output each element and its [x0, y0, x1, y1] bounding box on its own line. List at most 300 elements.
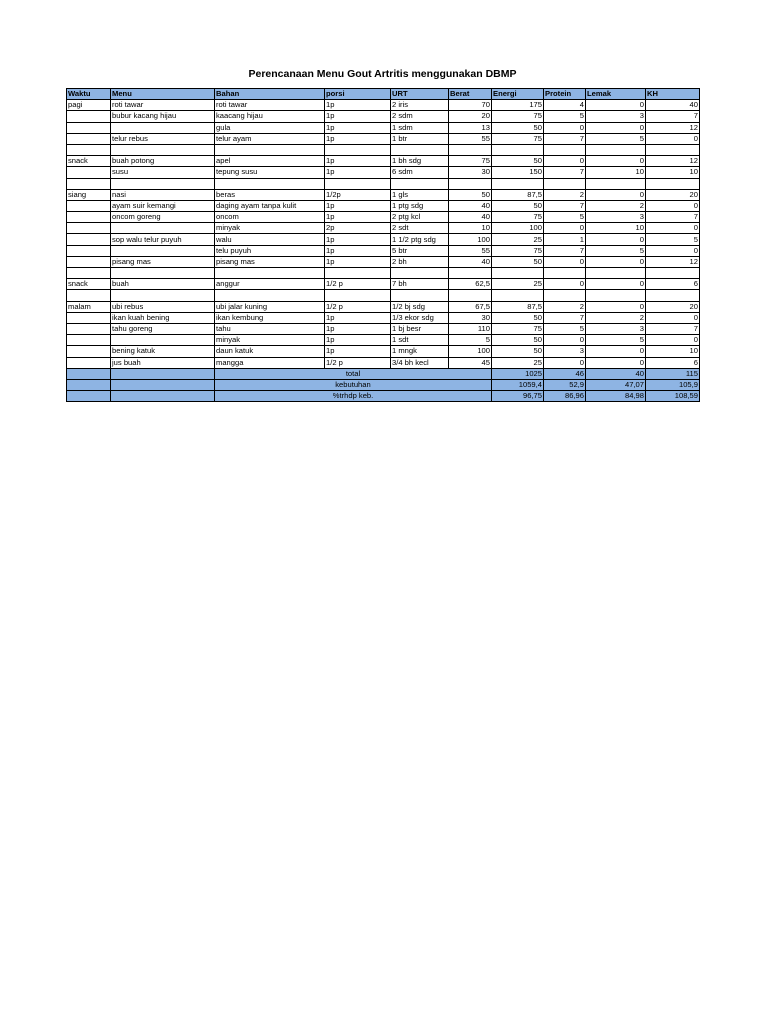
table-cell: jus buah: [111, 357, 215, 368]
table-cell: [67, 144, 111, 155]
table-cell: beras: [215, 189, 325, 200]
table-cell: [325, 290, 391, 301]
summary-value: 115: [646, 368, 700, 379]
table-cell: nasi: [111, 189, 215, 200]
table-cell: 1p: [325, 100, 391, 111]
table-cell: [111, 245, 215, 256]
column-header: Bahan: [215, 89, 325, 100]
table-cell: [391, 144, 449, 155]
table-cell: 75: [492, 245, 544, 256]
column-header: Protein: [544, 89, 586, 100]
table-cell: 5: [544, 212, 586, 223]
table-cell: 0: [646, 200, 700, 211]
table-cell: 40: [449, 212, 492, 223]
table-row: [67, 212, 700, 223]
table-cell: [111, 144, 215, 155]
summary-value: 86,96: [544, 391, 586, 402]
table-cell: tepung susu: [215, 167, 325, 178]
summary-blank-cell: [111, 379, 215, 390]
table-cell: 3: [586, 212, 646, 223]
table-cell: 7 bh: [391, 279, 449, 290]
table-cell: 50: [492, 122, 544, 133]
table-cell: [67, 312, 111, 323]
table-cell: tahu goreng: [111, 323, 215, 334]
table-cell: 75: [449, 156, 492, 167]
table-row: [67, 301, 700, 312]
summary-value: 1059,4: [492, 379, 544, 390]
table-row: [67, 346, 700, 357]
table-cell: 7: [544, 200, 586, 211]
table-cell: 0: [646, 312, 700, 323]
table-cell: [449, 178, 492, 189]
table-cell: [646, 290, 700, 301]
table-cell: 0: [544, 122, 586, 133]
table-cell: [646, 144, 700, 155]
table-cell: [67, 323, 111, 334]
table-cell: roti tawar: [111, 100, 215, 111]
table-row: [67, 357, 700, 368]
table-cell: 7: [646, 323, 700, 334]
table-cell: ubi rebus: [111, 301, 215, 312]
table-cell: mangga: [215, 357, 325, 368]
table-cell: 7: [544, 245, 586, 256]
table-cell: 1p: [325, 323, 391, 334]
table-cell: [67, 133, 111, 144]
table-cell: 25: [492, 234, 544, 245]
summary-row: [67, 379, 700, 390]
table-cell: 2 sdt: [391, 223, 449, 234]
table-cell: [67, 200, 111, 211]
table-cell: 1 1/2 ptg sdg: [391, 234, 449, 245]
table-cell: [325, 144, 391, 155]
summary-value: 40: [586, 368, 646, 379]
table-cell: 0: [646, 133, 700, 144]
table-cell: 0: [544, 223, 586, 234]
table-cell: daun katuk: [215, 346, 325, 357]
table-cell: apel: [215, 156, 325, 167]
table-cell: [544, 144, 586, 155]
menu-planning-table: [66, 88, 700, 402]
table-row: [67, 323, 700, 334]
table-cell: malam: [67, 301, 111, 312]
table-cell: buah: [111, 279, 215, 290]
table-cell: tahu: [215, 323, 325, 334]
table-cell: [325, 268, 391, 279]
summary-value: 96,75: [492, 391, 544, 402]
table-cell: 100: [449, 234, 492, 245]
table-cell: 0: [544, 357, 586, 368]
table-row: [67, 178, 700, 189]
table-cell: 40: [646, 100, 700, 111]
column-header: Waktu: [67, 89, 111, 100]
table-cell: 3: [586, 323, 646, 334]
summary-value: 1025: [492, 368, 544, 379]
table-cell: 20: [646, 301, 700, 312]
table-cell: [215, 144, 325, 155]
table-cell: roti tawar: [215, 100, 325, 111]
table-cell: telur ayam: [215, 133, 325, 144]
table-cell: 1: [544, 234, 586, 245]
table-row: [67, 290, 700, 301]
table-cell: [544, 290, 586, 301]
summary-value: 84,98: [586, 391, 646, 402]
summary-blank-cell: [67, 368, 111, 379]
table-cell: 40: [449, 200, 492, 211]
table-cell: 0: [586, 156, 646, 167]
table-cell: daging ayam tanpa kulit: [215, 200, 325, 211]
table-cell: 10: [449, 223, 492, 234]
table-cell: [215, 178, 325, 189]
table-cell: 100: [449, 346, 492, 357]
table-row: [67, 122, 700, 133]
table-cell: 110: [449, 323, 492, 334]
table-cell: [67, 268, 111, 279]
table-cell: 0: [586, 100, 646, 111]
table-cell: 25: [492, 279, 544, 290]
table-cell: 1/2 p: [325, 357, 391, 368]
table-row: [67, 133, 700, 144]
table-cell: 1p: [325, 346, 391, 357]
table-cell: 0: [586, 346, 646, 357]
table-cell: 50: [492, 335, 544, 346]
table-row: [67, 279, 700, 290]
table-row: [67, 144, 700, 155]
column-header: URT: [391, 89, 449, 100]
table-cell: 4: [544, 100, 586, 111]
table-cell: 45: [449, 357, 492, 368]
table-cell: pagi: [67, 100, 111, 111]
table-cell: 6: [646, 357, 700, 368]
table-cell: 1p: [325, 256, 391, 267]
summary-blank-cell: [67, 379, 111, 390]
table-row: [67, 189, 700, 200]
table-cell: [67, 335, 111, 346]
table-cell: [67, 346, 111, 357]
table-cell: [646, 178, 700, 189]
table-cell: 75: [492, 133, 544, 144]
summary-label: kebutuhan: [215, 379, 492, 390]
table-row: [67, 312, 700, 323]
table-cell: 7: [646, 111, 700, 122]
table-cell: 67,5: [449, 301, 492, 312]
summary-blank-cell: [111, 391, 215, 402]
table-cell: telur rebus: [111, 133, 215, 144]
table-cell: telu puyuh: [215, 245, 325, 256]
table-cell: buah potong: [111, 156, 215, 167]
table-cell: 1p: [325, 200, 391, 211]
table-cell: 1p: [325, 312, 391, 323]
table-cell: [215, 268, 325, 279]
table-cell: 62,5: [449, 279, 492, 290]
table-cell: 50: [449, 189, 492, 200]
table-cell: [67, 178, 111, 189]
table-cell: 0: [544, 335, 586, 346]
summary-value: 52,9: [544, 379, 586, 390]
table-cell: [449, 144, 492, 155]
table-cell: 2p: [325, 223, 391, 234]
table-cell: oncom: [215, 212, 325, 223]
table-cell: 2: [544, 301, 586, 312]
table-cell: walu: [215, 234, 325, 245]
table-cell: 1p: [325, 212, 391, 223]
table-cell: 1p: [325, 122, 391, 133]
table-cell: ikan kembung: [215, 312, 325, 323]
table-cell: 75: [492, 212, 544, 223]
table-cell: 7: [544, 133, 586, 144]
table-cell: 0: [586, 279, 646, 290]
table-cell: [67, 290, 111, 301]
table-cell: 2 iris: [391, 100, 449, 111]
table-cell: [391, 178, 449, 189]
table-cell: [492, 290, 544, 301]
table-cell: 2 ptg kcl: [391, 212, 449, 223]
table-cell: 30: [449, 167, 492, 178]
table-cell: 7: [544, 167, 586, 178]
table-cell: ikan kuah bening: [111, 312, 215, 323]
table-cell: 50: [492, 156, 544, 167]
table-cell: 1p: [325, 245, 391, 256]
table-cell: ubi jalar kuning: [215, 301, 325, 312]
summary-label: %trhdp keb.: [215, 391, 492, 402]
table-cell: 1 btr: [391, 133, 449, 144]
table-cell: 2: [586, 200, 646, 211]
table-cell: 10: [646, 346, 700, 357]
table-cell: minyak: [215, 335, 325, 346]
table-cell: anggur: [215, 279, 325, 290]
table-cell: 50: [492, 346, 544, 357]
table-header-row: [67, 89, 700, 100]
table-cell: [111, 290, 215, 301]
table-cell: 10: [586, 223, 646, 234]
column-header: Lemak: [586, 89, 646, 100]
table-cell: [492, 144, 544, 155]
column-header: Menu: [111, 89, 215, 100]
table-cell: 30: [449, 312, 492, 323]
table-cell: susu: [111, 167, 215, 178]
table-row: [67, 335, 700, 346]
table-cell: 3: [544, 346, 586, 357]
table-cell: 25: [492, 357, 544, 368]
table-cell: 50: [492, 312, 544, 323]
table-cell: 1 sdm: [391, 122, 449, 133]
table-cell: [111, 223, 215, 234]
table-cell: 10: [646, 167, 700, 178]
summary-value: 47,07: [586, 379, 646, 390]
table-cell: 55: [449, 133, 492, 144]
table-cell: pisang mas: [215, 256, 325, 267]
table-row: [67, 268, 700, 279]
table-cell: 0: [586, 301, 646, 312]
table-cell: 1 gls: [391, 189, 449, 200]
table-cell: gula: [215, 122, 325, 133]
table-cell: 2 bh: [391, 256, 449, 267]
table-cell: 0: [586, 189, 646, 200]
table-cell: [325, 178, 391, 189]
table-cell: 5: [646, 234, 700, 245]
table-cell: 75: [492, 111, 544, 122]
table-cell: 50: [492, 256, 544, 267]
table-cell: 13: [449, 122, 492, 133]
table-cell: bening katuk: [111, 346, 215, 357]
table-cell: 1 mngk: [391, 346, 449, 357]
table-cell: [586, 290, 646, 301]
table-cell: [111, 178, 215, 189]
summary-value: 46: [544, 368, 586, 379]
table-cell: [646, 268, 700, 279]
table-cell: 5: [544, 111, 586, 122]
table-cell: 3/4 bh kecl: [391, 357, 449, 368]
table-cell: [67, 122, 111, 133]
table-cell: [67, 357, 111, 368]
table-cell: ayam suir kemangi: [111, 200, 215, 211]
table-cell: 1 sdt: [391, 335, 449, 346]
summary-blank-cell: [67, 391, 111, 402]
table-cell: 0: [646, 335, 700, 346]
table-cell: [111, 335, 215, 346]
table-cell: [492, 268, 544, 279]
table-cell: 20: [646, 189, 700, 200]
table-cell: 1 bj besr: [391, 323, 449, 334]
table-cell: 1 bh sdg: [391, 156, 449, 167]
table-cell: [449, 268, 492, 279]
table-cell: [449, 290, 492, 301]
table-cell: 70: [449, 100, 492, 111]
table-cell: [67, 212, 111, 223]
table-cell: 0: [586, 234, 646, 245]
summary-blank-cell: [111, 368, 215, 379]
column-header: Berat: [449, 89, 492, 100]
table-cell: oncom goreng: [111, 212, 215, 223]
table-cell: 0: [586, 256, 646, 267]
table-cell: [391, 268, 449, 279]
table-cell: [67, 256, 111, 267]
table-cell: 87,5: [492, 301, 544, 312]
table-cell: 7: [646, 212, 700, 223]
column-header: porsi: [325, 89, 391, 100]
table-cell: [111, 122, 215, 133]
table-cell: siang: [67, 189, 111, 200]
table-cell: 0: [544, 256, 586, 267]
table-cell: 3: [586, 111, 646, 122]
table-cell: 5: [449, 335, 492, 346]
table-cell: 1p: [325, 167, 391, 178]
table-cell: pisang mas: [111, 256, 215, 267]
table-cell: 6 sdm: [391, 167, 449, 178]
table-cell: 1p: [325, 133, 391, 144]
table-cell: 6: [646, 279, 700, 290]
table-cell: kaacang hijau: [215, 111, 325, 122]
table-cell: [544, 178, 586, 189]
table-cell: snack: [67, 279, 111, 290]
table-cell: [586, 178, 646, 189]
table-cell: 1/3 ekor sdg: [391, 312, 449, 323]
table-cell: 0: [586, 122, 646, 133]
summary-value: 105,9: [646, 379, 700, 390]
table-cell: 150: [492, 167, 544, 178]
table-cell: [67, 223, 111, 234]
summary-value: 108,59: [646, 391, 700, 402]
table-row: [67, 100, 700, 111]
table-cell: 75: [492, 323, 544, 334]
table-cell: minyak: [215, 223, 325, 234]
summary-label: total: [215, 368, 492, 379]
table-cell: [544, 268, 586, 279]
table-cell: 0: [544, 156, 586, 167]
table-row: [67, 256, 700, 267]
table-cell: 0: [646, 245, 700, 256]
table-cell: 0: [646, 223, 700, 234]
table-cell: 87,5: [492, 189, 544, 200]
table-cell: 175: [492, 100, 544, 111]
table-cell: 5: [586, 245, 646, 256]
table-cell: [391, 290, 449, 301]
table-cell: 2: [544, 189, 586, 200]
table-cell: 2 sdm: [391, 111, 449, 122]
table-cell: [215, 290, 325, 301]
page-title: Perencanaan Menu Gout Artritis menggunakan DBMP: [248, 68, 517, 80]
table-cell: [492, 178, 544, 189]
table-cell: 5: [544, 323, 586, 334]
table-cell: 12: [646, 122, 700, 133]
table-cell: 50: [492, 200, 544, 211]
table-cell: snack: [67, 156, 111, 167]
table-cell: 0: [586, 357, 646, 368]
table-cell: 12: [646, 156, 700, 167]
table-cell: 10: [586, 167, 646, 178]
table-cell: 5: [586, 335, 646, 346]
table-cell: 1/2 p: [325, 301, 391, 312]
table-row: [67, 156, 700, 167]
table-cell: 2: [586, 312, 646, 323]
table-cell: 1 ptg sdg: [391, 200, 449, 211]
table-cell: 5: [586, 133, 646, 144]
table-cell: [111, 268, 215, 279]
column-header: KH: [646, 89, 700, 100]
table-row: [67, 245, 700, 256]
table-cell: 1/2 p: [325, 279, 391, 290]
table-cell: [67, 111, 111, 122]
table-row: [67, 234, 700, 245]
table-cell: [586, 268, 646, 279]
table-cell: sop walu telur puyuh: [111, 234, 215, 245]
table-cell: 20: [449, 111, 492, 122]
table-cell: 12: [646, 256, 700, 267]
table-row: [67, 167, 700, 178]
table-cell: 1/2p: [325, 189, 391, 200]
summary-row: [67, 391, 700, 402]
table-row: [67, 223, 700, 234]
table-row: [67, 200, 700, 211]
table-cell: 40: [449, 256, 492, 267]
table-cell: 1p: [325, 111, 391, 122]
table-cell: 100: [492, 223, 544, 234]
table-cell: 5 btr: [391, 245, 449, 256]
table-cell: 1/2 bj sdg: [391, 301, 449, 312]
table-cell: 0: [544, 279, 586, 290]
table-cell: 1p: [325, 156, 391, 167]
table-cell: bubur kacang hijau: [111, 111, 215, 122]
table-cell: 1p: [325, 335, 391, 346]
table-cell: [586, 144, 646, 155]
table-cell: [67, 234, 111, 245]
table-cell: 1p: [325, 234, 391, 245]
column-header: Energi: [492, 89, 544, 100]
table-row: [67, 111, 700, 122]
table-cell: 7: [544, 312, 586, 323]
table-cell: [67, 167, 111, 178]
table-cell: [67, 245, 111, 256]
table-cell: 55: [449, 245, 492, 256]
